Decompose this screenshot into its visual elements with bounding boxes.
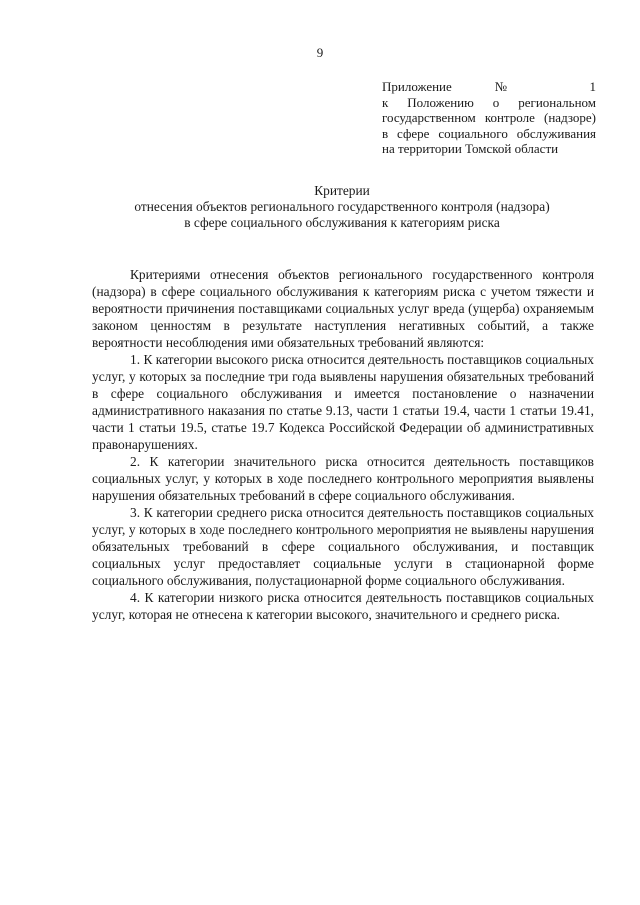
appendix-note [382, 79, 596, 157]
heading-title: Критерии [314, 183, 370, 198]
heading-subtitle-line: в сфере социального обслуживания к категориям риска [184, 215, 500, 230]
document-heading [92, 183, 592, 231]
document-body [92, 266, 594, 623]
appendix-line: государственном контроле (надзоре) [382, 110, 596, 126]
intro-paragraph: Критериями отнесения объектов регионального государственного контроля (надзора) в сфере социального обслуживания к категориям риска с учетом тяжести и вероятности причинения поставщиками социальных услуг вреда (ущерба) охраняемым законом ценностям в результате наступления негативных событий, а также вероятности несоблюдения ими обязательных требований являются: [92, 267, 594, 350]
criterion-high-risk: 1. К категории высокого риска относится деятельность поставщиков социальных услуг, у которых за последние три года выявлены нарушения обязательных требований в сфере социального обслуживания и имеется постановление о назначении административного наказания по статье 9.13, части 1 статьи 19.4, части 1 статьи 19.41, части 1 статьи 19.5, статье 19.7 Кодекса Российской Федерации об административных правонарушениях. [92, 352, 594, 452]
heading-subtitle-line: отнесения объектов регионального государственного контроля (надзора) [134, 199, 550, 214]
criterion-medium-risk: 3. К категории среднего риска относится деятельность поставщиков социальных услуг, у которых в ходе последнего контрольного мероприятия не выявлены нарушения обязательных требований в сфере социального обслуживания, и поставщик социальных услуг предоставляет социальные услуги в стационарной форме социального обслуживания, полустационарной форме социального обслуживания. [92, 505, 594, 588]
appendix-line: в сфере социального обслуживания [382, 125, 596, 141]
criterion-low-risk: 4. К категории низкого риска относится деятельность поставщиков социальных услуг, которая не отнесена к категории высокого, значительного и среднего риска. [92, 590, 594, 622]
appendix-line: Приложение № 1 [382, 79, 596, 94]
appendix-line: к Положению о региональном [382, 94, 596, 110]
appendix-line: на территории Томской области [382, 141, 559, 157]
page-number: 9 [316, 45, 324, 60]
criterion-significant-risk: 2. К категории значительного риска относится деятельность поставщиков социальных услуг, у которых в ходе последнего контрольного мероприятия выявлены нарушения обязательных требований в сфере социального обслуживания. [92, 454, 594, 503]
